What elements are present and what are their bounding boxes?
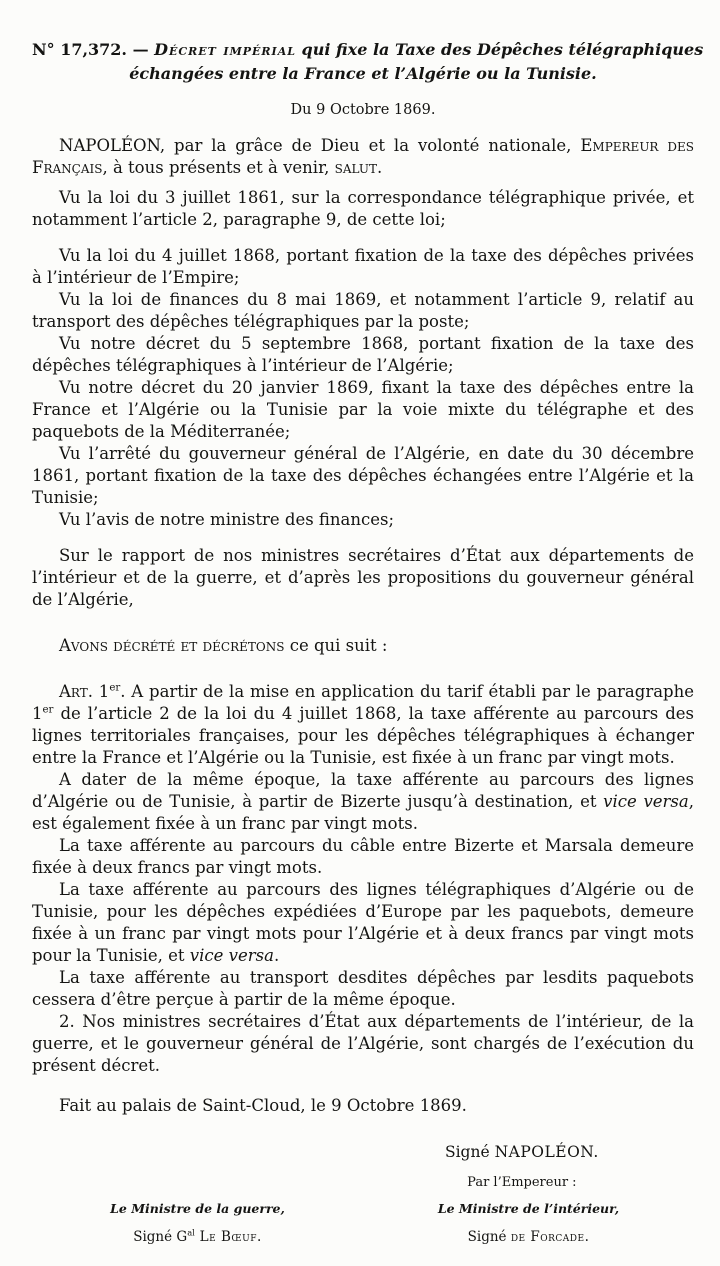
recital-5 [32, 377, 694, 443]
text-run: Vu la loi de finances du 8 mai 1869, et notamment l’article 9, relatif au transport des dépêches télégraphiques par la poste; [32, 290, 694, 331]
recital-2 [32, 245, 694, 289]
article-2-paragraph [32, 1011, 694, 1077]
recital-3 [32, 289, 694, 333]
text-run: Sur le rapport de nos ministres secrétaires d’État aux départements de l’intérieur et de la guerre, et d’après les propositions du gouverneur général de l’Algérie, [32, 546, 694, 609]
text-run: Empereur des Français [32, 136, 694, 177]
text-run: 1 [93, 682, 110, 701]
text-run: salut [334, 158, 377, 177]
text-run: La taxe afférente au transport desdites dépêches par lesdits paquebots cessera d’être perçue à partir de la même époque. [32, 968, 694, 1009]
text-run: . A partir de la mise en application du tarif établi par le paragraphe 1 [32, 682, 694, 723]
signed-prefix: Signé [444, 1143, 495, 1161]
signature-block [32, 1143, 694, 1245]
text-run: er [42, 704, 54, 716]
document-header [32, 38, 704, 118]
war-minister-title: Le Ministre de la guerre, [110, 1201, 285, 1216]
text-run: La taxe afférente au parcours des lignes télégraphiques d’Algérie ou de Tunisie, pour les dépêches expédiées d’Europe par les paquebots, demeure fixée à un franc par vingt mots pour l’Algérie et à deux francs par vingt mots pour la Tunisie, et [32, 880, 694, 965]
closing-date-line [32, 1095, 694, 1117]
text-run: Vu l’avis de notre ministre des finances; [59, 510, 395, 529]
title-line-1 [32, 40, 703, 59]
text-run: Vu notre décret du 20 janvier 1869, fixant la taxe des dépêches entre la France et l’Algérie ou la Tunisie par la voie mixte du télégraphe et des paquebots de la Méditerranée; [32, 378, 694, 441]
emperor-signature [363, 1143, 681, 1161]
text-run: Fait au palais de Saint-Cloud, le 9 Octobre 1869. [59, 1096, 467, 1115]
text-run: NAPOLÉON, par la grâce de Dieu et la volonté nationale, [59, 136, 581, 155]
recital-4 [32, 333, 694, 377]
interior-minister-signature [363, 1229, 694, 1245]
interior-minister-title: Le Ministre de l’intérieur, [437, 1201, 620, 1216]
text-run: ce qui suit : [284, 636, 388, 655]
text-run: Vu la loi du 3 juillet 1861, sur la correspondance télégraphique privée, et notamment l’article 2, paragraphe 9, de cette loi; [32, 188, 694, 229]
title-line-2: échangées entre la France et l’Algérie ou la Tunisie. [129, 64, 597, 83]
signed-prefix: Signé [467, 1229, 511, 1245]
recital-7 [32, 509, 694, 531]
text-run: er [109, 682, 121, 694]
text-run: . [376, 158, 383, 177]
general-abbreviation-superscript: al [187, 1227, 195, 1238]
text-run: La taxe afférente au parcours du câble entre Bizerte et Marsala demeure fixée à deux francs par vingt mots. [32, 836, 694, 877]
salutation-paragraph [32, 135, 694, 179]
title-rest: qui fixe la Taxe des Dépêches télégraphiques [295, 40, 704, 59]
war-minister-column [32, 1201, 363, 1245]
by-emperor-line: Par l’Empereur : [467, 1175, 577, 1190]
ministers-signature-row [32, 1201, 694, 1245]
war-minister-name: Le Bœuf. [194, 1229, 262, 1245]
text-run: de l’article 2 de la loi du 4 juillet 1868, la taxe afférente au parcours des lignes territoriales françaises, pour les dépêches télégraphiques à échanger entre la France et l’Algérie ou la Tunisie, est fixée à un franc par vingt mots. [32, 704, 694, 767]
recital-6 [32, 443, 694, 509]
text-run: A dater de la même époque, la taxe afférente au parcours des lignes d’Algérie ou de Tunisie, à partir de Bizerte jusqu’à destination, et [32, 770, 694, 811]
article-1-para-2 [32, 769, 694, 835]
signed-prefix: Signé G [133, 1229, 188, 1245]
decree-body [32, 135, 694, 1117]
article-1-paragraph [32, 681, 694, 769]
decree-number: N° 17,372. [32, 40, 127, 59]
enacting-formula [32, 635, 694, 657]
text-run: Art. [59, 682, 93, 701]
text-run: Vu l’arrêté du gouverneur général de l’Algérie, en date du 30 décembre 1861, portant fixation de la taxe des dépêches échangées entre l’Algérie et la Tunisie; [32, 444, 694, 507]
text-run: . [273, 946, 280, 965]
decree-type-label: Décret impérial [154, 40, 296, 59]
recital-1 [32, 187, 694, 231]
text-run: , est également fixée à un franc par vingt mots. [32, 792, 694, 833]
text-run: Vu la loi du 4 juillet 1868, portant fixation de la taxe des dépêches privées à l’intérieur de l’Empire; [32, 246, 694, 287]
document-title [32, 38, 704, 86]
title-dash: — [127, 40, 155, 59]
text-run: Vu notre décret du 5 septembre 1868, portant fixation de la taxe des dépêches télégraphiques à l’intérieur de l’Algérie; [32, 334, 694, 375]
interior-minister-name: de Forcade. [510, 1229, 590, 1245]
text-run: Avons décrété et décrétons [59, 636, 285, 655]
article-1-para-3 [32, 835, 694, 879]
text-run: vice versa [603, 792, 689, 811]
text-run: , à tous présents et à venir, [102, 158, 335, 177]
text-run: 2. Nos ministres secrétaires d’État aux départements de l’intérieur, de la guerre, et le gouverneur général de l’Algérie, sont chargés de l’exécution du présent décret. [32, 1012, 694, 1075]
interior-minister-column [363, 1201, 694, 1245]
article-1-para-4 [32, 879, 694, 967]
report-paragraph [32, 545, 694, 611]
article-1-para-5 [32, 967, 694, 1011]
text-run: vice versa [189, 946, 274, 965]
emperor-name: NAPOLÉON. [494, 1143, 599, 1161]
war-minister-signature [32, 1229, 363, 1245]
emperor-signature-column [363, 1143, 681, 1190]
decree-date: Du 9 Octobre 1869. [290, 102, 436, 118]
